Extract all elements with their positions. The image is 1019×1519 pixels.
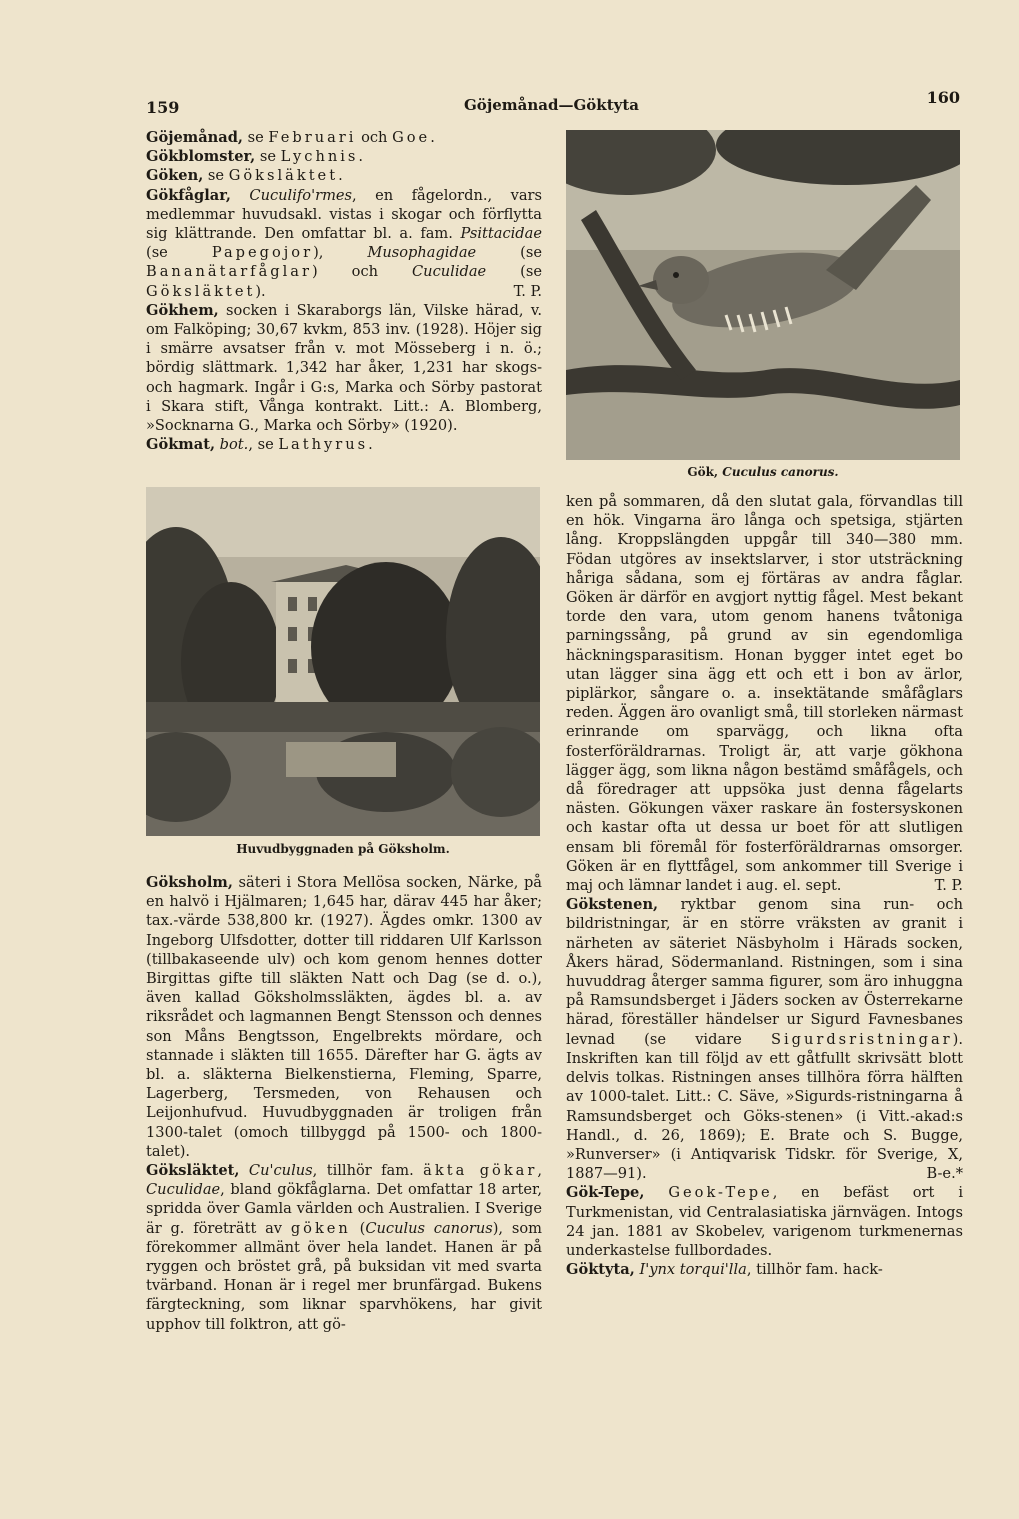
cross-reference: Februari (268, 129, 357, 146)
cross-reference: Bananätarfåglar (146, 263, 312, 281)
author-signature: B-e.* (926, 1165, 963, 1183)
entry-gojemanad: Göjemånad, se Februari och Goe. (146, 129, 435, 146)
cross-reference: Lychnis (280, 148, 359, 166)
author-signature: T. P. (513, 282, 542, 300)
cross-reference: Papegojor (211, 244, 314, 262)
cross-reference: Goe (392, 129, 431, 146)
page-number-right: 160 (926, 88, 960, 107)
entry-gokhem: Gökhem, socken i Skaraborgs län, Vilske härad, v. om Falköping; 30,67 kvkm, 853 inv. (1928). Höjer sig i smärre avsatser från v. mot Mösseberg i n. ö.; bördig slättmark. 1,342 har åker, 1,231 har skogs- och hagmark. Ingår i G:s, Marka och Sörby pastorat i Skara stift, Vånga kontrakt. Litt.: A. Blomberg, »Socknarna G., Marka och Sörby» (1920). (146, 301, 542, 435)
entry-goken: Göken, se Göksläktet. (146, 167, 343, 185)
caption-bird: Gök, Cuculus canorus. (687, 465, 839, 479)
right-column (566, 492, 963, 1279)
entry-gokmat: Gökmat, bot., se Lathyrus. (146, 436, 373, 454)
caption-house: Huvudbyggnaden på Göksholm. (236, 842, 450, 856)
entry-gokblomster: Gökblomster, se Lychnis. (146, 148, 364, 166)
page-number-left: 159 (146, 98, 180, 117)
left-column-top (146, 128, 542, 454)
illustration-cuckoo (566, 130, 960, 460)
cross-reference: äkta gökar (423, 1162, 538, 1180)
entry-gok-tepe: Gök-Tepe, Geok-Tepe, en befäst ort i Turkmenistan, vid Centralasiatiska järnvägen. Intogs 24 jan. 1881 av Skobelev, varigenom turkmenernas underkastelse fullbordades. (566, 1184, 963, 1259)
left-column-bottom (146, 873, 542, 1334)
entry-goksholm: Göksholm, säteri i Stora Mellösa socken, Närke, på en halvö i Hjälmaren; 1,645 har, därav 445 har åker; tax.-värde 538,800 kr. (1927). Ägdes omkr. 1300 av Ingeborg Ulfsdotter, dotter till riddaren Ulf Karlsson (tillbakaseende ulv) och kom genom hennes dotter Birgittas gifte till släkten Natt och Dag (se d. o.), även kallad Göksholmssläkten, ägdes bl. a. av riksrådet och lagmannen Bengt Stensson och dennes son Måns Bengtsson, Engelbrekts mördare, och stannade i släkten till 1655. Därefter har G. ägts av bl. a. släkterna Bielkenstierna, Fleming, Sparre, Lagerberg, Tersmeden, von Rehausen och Leijonhufvud. Huvudbyggnaden är troligen från 1300-talet (omoch tillbyggd på 1500- och 1800-talet). (146, 874, 542, 1160)
entry-gokstenen: Gökstenen, ryktbar genom sina run- och bildristningar, är en större vräksten av granit i närheten av säteriet Näsbyholm i Härads socken, Åkers härad, Södermanland. Ristningen, som i sina huvuddrag återger samma figurer, som äro inhuggna på Ramsundsberget i Jäders socken av Österrekarne härad, föreställer händelser ur Sigurd Favnesbanes levnad (se vidare Sigurdsristningar). Inskriften kan till följd av ett gåtfullt skrivsätt blott delvis tolkas. Ristningen anses tillhöra förra hälften av 1000-talet. Litt.: C. Säve, »Sigurds-ristningarna å Ramsundsberget och Göks-stenen» (i Vitt.-akad:s Handl., d. 26, 1869); E. Brate och S. Bugge, »Runverser» (i Antiqvarisk Tidskr. för Sverige, X, 1887—91). B-e.* (566, 896, 963, 1183)
cross-reference: Göksläktet (146, 282, 256, 300)
cross-reference: Lathyrus (278, 436, 369, 454)
cross-reference: Geok-Tepe (668, 1184, 773, 1202)
cross-reference: göken (290, 1219, 351, 1237)
entry-goksläktet-continued: ken på sommaren, då den slutat gala, förvandlas till en hök. Vingarna äro långa och spetsiga, stjärten lång. Kroppslängden uppgår till 340—380 mm. Födan utgöres av insektslarver, i stor utsträckning håriga sådana, som ej förtäras av andra fåglar. Göken är därför en avgjort nyttig fågel. Mest bekant torde den vara, utom genom hanens tvåtoniga parningssång, på grund av sin egendomliga häckningsparasitism. Honan bygger intet eget bo utan lägger sina ägg ett och ett i bon av ärlor, piplärkor, sångare o. a. insektätande småfåglars reden. Äggen äro ovanligt små, till storleken närmast erinrande om sparvägg, och likna ofta fosterföräldrarnas. Troligt är, att varje gökhona lägger ägg, som likna någon bestämd småfågels, och då föredrager att uppsöka just denna fågelarts nästen. Gökungen växer raskare än fostersyskonen och kastar ofta ut dessa ur boet för att slutligen ensam bli föremål för fosterföräldrarnas omsorger. Göken är en flyttfågel, som ankommer till Sverige i maj och lämnar landet i aug. el. sept. T. P. (566, 493, 963, 895)
entry-goksläktet: Göksläktet, Cu'culus, tillhör fam. äkta gökar, Cuculidae, bland gökfåglarna. Det omfattar 18 arter, spridda över Gamla världen och Australien. I Sverige är g. företrätt av göken (Cuculus canorus), som förekommer allmänt över hela landet. Hanen är på ryggen och bröstet grå, på buksidan vit med svarta tvärband. Honan är i regel mer brunfärgad. Bukens färgteckning, som liknar sparvhökens, har givit upphov till folktron, att gö- (146, 1162, 542, 1333)
author-signature: T. P. (934, 877, 963, 895)
running-title: Göjemånad—Göktyta (464, 96, 639, 114)
entry-goktyta: Göktyta, I'ynx torqui'lla, tillhör fam. hack- (566, 1261, 883, 1279)
entry-gokfaglar: Gökfåglar, Cuculifo'rmes, en fågelordn., vars medlemmar huvudsakl. vistas i skogar och förflytta sig klättrande. Den omfattar bl. a. fam. Psittacidae (se Papegojor), Musophagidae (se Bananätarfåglar) och Cuculidae (se Göksläktet). T. P. (146, 186, 542, 300)
cross-reference: Göksläktet (228, 167, 339, 185)
photo-goksholm-manor (146, 487, 540, 836)
cross-reference: Sigurdsristningar (770, 1030, 953, 1048)
page-header (146, 88, 960, 118)
